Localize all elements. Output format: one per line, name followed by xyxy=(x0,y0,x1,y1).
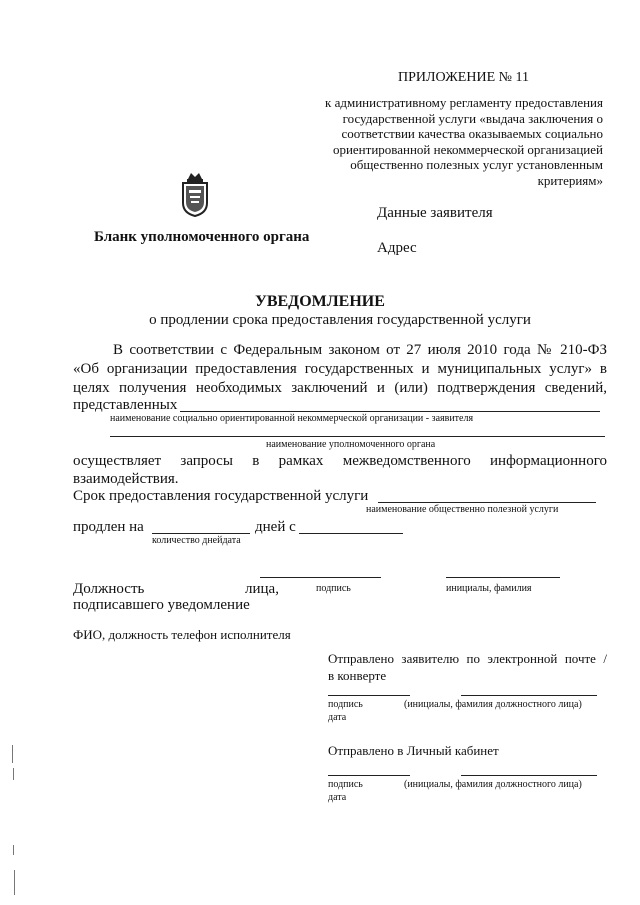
service-name-caption: наименование общественно полезной услуги xyxy=(366,504,559,515)
position-label: Должность xyxy=(73,581,145,597)
requests-end: взаимодействия. xyxy=(73,471,179,487)
email-official-caption: (инициалы, фамилия должностного лица) xyxy=(404,699,582,710)
email-signature-line xyxy=(328,695,410,696)
appendix-line: к административному регламенту предоставления xyxy=(325,95,603,110)
document-subtitle: о продлении срока предоставления государственной услуги xyxy=(149,312,531,328)
appendix-line: соответствии качества оказываемых социально xyxy=(341,126,603,141)
applicant-data-label: Данные заявителя xyxy=(377,205,493,221)
scan-mark xyxy=(13,845,14,855)
coat-of-arms-icon xyxy=(180,170,210,223)
days-caption: количество днейдата xyxy=(152,535,241,546)
appendix-line: ориентированной некоммерческой организацией xyxy=(332,141,603,157)
scan-mark xyxy=(12,745,13,763)
email-official-line xyxy=(461,695,597,696)
initials-line xyxy=(446,577,560,578)
person-label: лица, xyxy=(245,581,279,597)
paragraph-line: В соответствии с Федеральным законом от 27 июля 2010 года № 210-ФЗ xyxy=(113,342,607,358)
authority-blank-label: Бланк уполномоченного органа xyxy=(94,229,310,245)
appendix-title: ПРИЛОЖЕНИЕ № 11 xyxy=(398,70,529,85)
extended-label: продлен на xyxy=(73,519,144,535)
scan-mark xyxy=(13,768,14,780)
email-signature-caption: подпись xyxy=(328,699,363,710)
days-count-line xyxy=(152,533,250,534)
cabinet-signature-line xyxy=(328,775,410,776)
days-from-label: дней с xyxy=(255,519,296,535)
sent-email-line: Отправлено заявителю по электронной почте / xyxy=(328,651,607,666)
appendix-line: государственной услуги «выдача заключения о xyxy=(342,110,603,126)
executor-label: ФИО, должность телефон исполнителя xyxy=(73,627,291,642)
sent-cabinet-line: Отправлено в Личный кабинет xyxy=(328,743,499,758)
cabinet-signature-caption: подпись xyxy=(328,779,363,790)
signed-label: подписавшего уведомление xyxy=(73,597,250,613)
requests-line: осуществляет запросы в рамках межведомственного информационного xyxy=(73,453,607,469)
cabinet-official-line xyxy=(461,775,597,776)
sent-email-line: в конверте xyxy=(328,668,387,683)
cabinet-official-caption: (инициалы, фамилия должностного лица) xyxy=(404,779,582,790)
appendix-text xyxy=(285,95,603,188)
signature-line xyxy=(260,577,381,578)
paragraph-line: целях получения необходимых заключений и (или) подтверждения сведений, xyxy=(73,380,607,396)
term-label: Срок предоставления государственной услуги xyxy=(73,488,369,504)
document-title: УВЕДОМЛЕНИЕ xyxy=(255,293,385,310)
address-label: Адрес xyxy=(377,240,417,256)
authority-name-caption: наименование уполномоченного органа xyxy=(266,439,436,450)
initials-caption: инициалы, фамилия xyxy=(446,583,532,594)
service-name-line xyxy=(378,502,596,503)
org-name-caption: наименование социально ориентированной некоммерческой организации - заявителя xyxy=(110,413,474,424)
cabinet-date-caption: дата xyxy=(328,792,347,803)
authority-name-line xyxy=(110,436,605,437)
signature-caption: подпись xyxy=(316,583,351,594)
submitted-label: представленных xyxy=(73,397,178,413)
paragraph-line: «Об организации предоставления государственных и муниципальных услуг» в xyxy=(73,361,607,377)
email-date-caption: дата xyxy=(328,712,347,723)
org-name-line xyxy=(180,411,600,412)
appendix-line: общественно полезных услуг установленным критериям» xyxy=(350,157,603,188)
scan-mark xyxy=(14,870,15,895)
start-date-line xyxy=(299,533,403,534)
